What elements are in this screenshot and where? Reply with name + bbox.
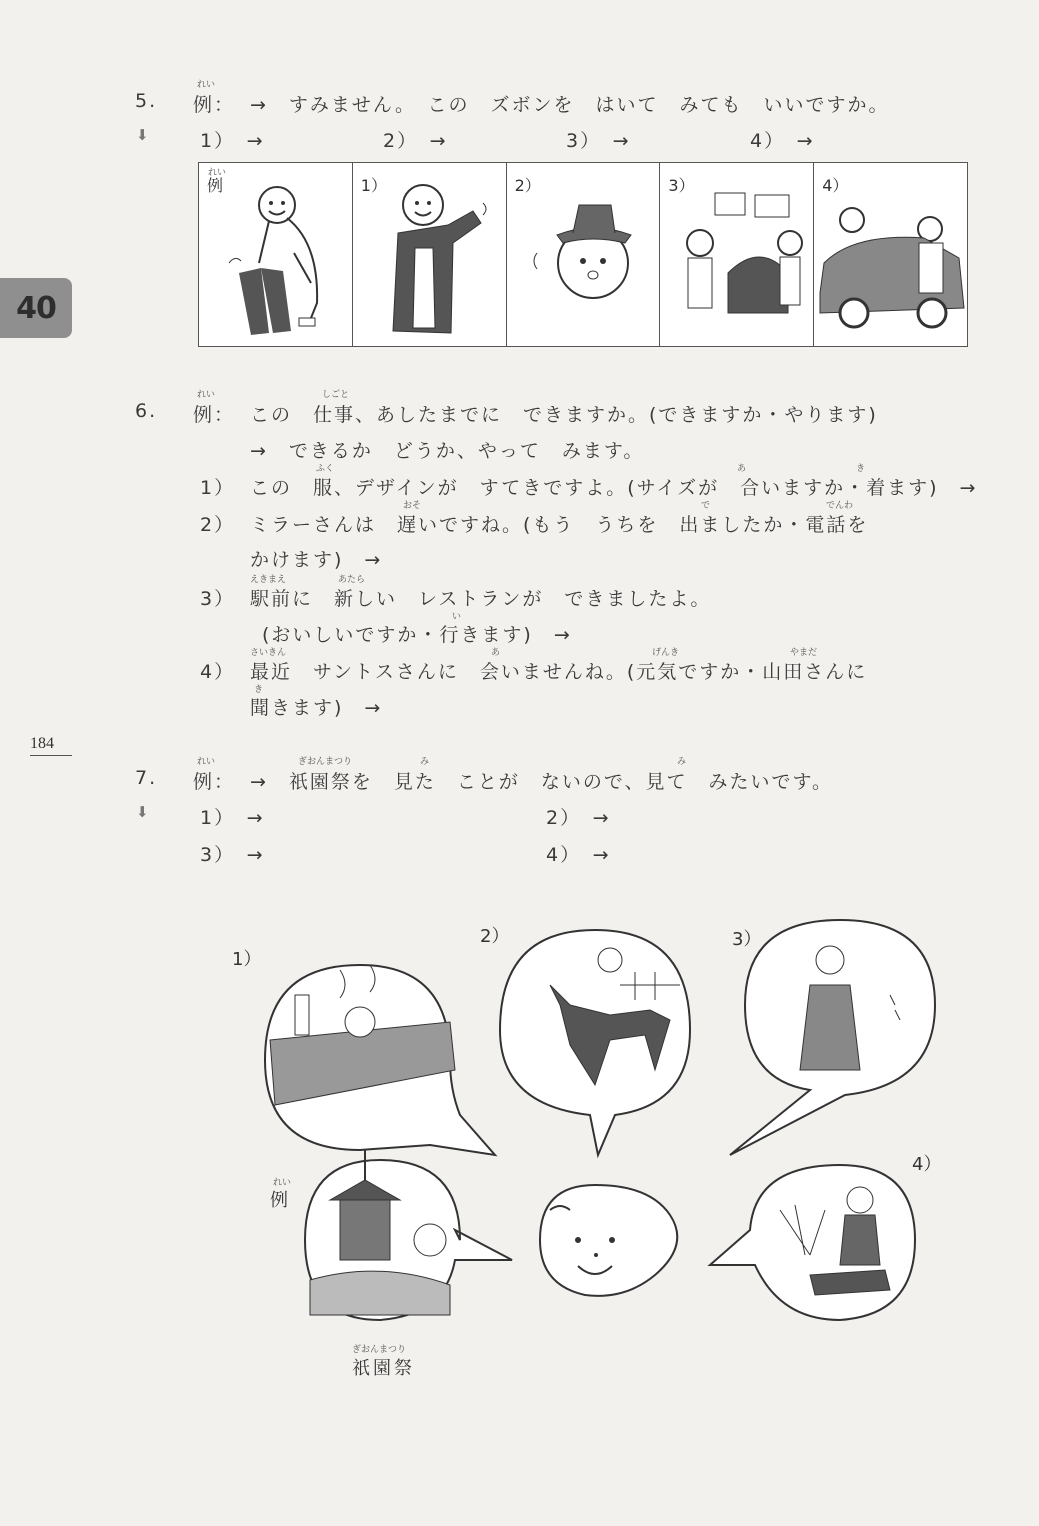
panel-label: 4）	[822, 176, 849, 195]
person-trying-trousers-illustration	[199, 163, 351, 346]
ex7-item-1: 1） →	[200, 807, 265, 829]
kimono-bubble	[730, 920, 935, 1155]
ex6-item-2-text2: かけます) →	[250, 549, 383, 571]
ex6-item-2-ruby: で	[701, 501, 711, 511]
bubble-label-4: 4）	[912, 1154, 942, 1175]
ex7-item-2: 2） →	[546, 807, 611, 829]
person-trying-hat-illustration	[507, 163, 659, 346]
bubble-label-1: 1）	[232, 949, 262, 970]
ex7-rei: 例：	[193, 771, 236, 793]
chapter-tab: 40	[0, 278, 72, 338]
ex5-panel-4	[814, 163, 967, 346]
ex5-item-1: 1） →	[200, 130, 265, 152]
panel-label: 例	[207, 176, 224, 195]
ex6-rei: 例：	[193, 404, 236, 426]
ex6-item-3-ruby: あたら	[338, 575, 366, 585]
ex6-rei-ruby: れい	[197, 390, 216, 400]
ex7-item-3: 3） →	[200, 844, 265, 866]
panel-rei-ruby: れい	[208, 168, 227, 178]
example-caption: 祇園祭	[352, 1358, 415, 1379]
ex6-number: 6.	[135, 400, 158, 422]
ex5-panel-3	[660, 163, 814, 346]
ex5-item-2: 2） →	[383, 130, 448, 152]
ex6-item-3-ruby: い	[452, 612, 462, 622]
panel-label: 2）	[514, 176, 541, 195]
ex6-item-2-ruby: おそ	[403, 501, 422, 511]
ex6-item-3-ruby: えきまえ	[250, 575, 287, 585]
ex6-item-1-ruby: あ	[737, 464, 747, 474]
thought-bubbles-illustration	[250, 910, 970, 1350]
ex6-item-1-ruby: き	[856, 464, 866, 474]
ex6-item-1-text: この 服、デザインが すてきですよ。(サイズが 合いますか・着ます) →	[250, 477, 978, 499]
ex6-example-line2: → できるか どうか、やって みます。	[250, 440, 645, 462]
ex6-item-4-text2: 聞きます) →	[250, 697, 383, 719]
ex6-item-4-ruby: さいきん	[250, 648, 287, 658]
ex7-rei-ruby: れい	[197, 757, 216, 767]
horse-riding-bubble	[500, 930, 690, 1155]
example-caption-ruby: ぎおんまつり	[352, 1345, 407, 1355]
ex5-picture-panels	[198, 162, 968, 347]
flower-arranging-bubble	[710, 1165, 915, 1320]
ex6-item-4-ruby: き	[254, 685, 264, 695]
ex7-ruby: み	[677, 757, 687, 767]
ex6-item-4-ruby: あ	[491, 648, 501, 658]
ex7-ruby: ぎおんまつり	[298, 757, 353, 767]
ex7-ruby: み	[420, 757, 430, 767]
people-with-car-illustration	[814, 163, 966, 346]
ex7-item-4: 4） →	[546, 844, 611, 866]
ex6-item-3-no: 3）	[200, 588, 236, 610]
ex6-item-2-text: ミラーさんは 遅いですね。(もう うちを 出ましたか・電話を	[250, 514, 869, 536]
person-trying-coat-illustration	[353, 163, 505, 346]
ex6-item-2-no: 2）	[200, 514, 236, 536]
ex6-item-1-ruby: ふく	[316, 464, 335, 474]
ex6-item-3-text: 駅前に 新しい レストランが できましたよ。	[250, 588, 712, 610]
ex6-item-2-ruby: でんわ	[826, 501, 854, 511]
arrow-down-icon: ⬇	[136, 126, 149, 144]
bubble-label-2: 2）	[480, 926, 510, 947]
page-number: 184	[30, 735, 72, 756]
gion-festival-bubble	[305, 1150, 512, 1320]
ex6-example-line1: この 仕事、あしたまでに できますか。(できますか・やります)	[250, 404, 878, 426]
ex5-number: 5.	[135, 90, 158, 112]
ex7-sentence: → 祇園祭を 見た ことが ないので、見て みたいです。	[250, 771, 834, 793]
ex5-item-4: 4） →	[750, 130, 815, 152]
ex5-panel-example	[199, 163, 353, 346]
arrow-down-icon: ⬇	[136, 803, 149, 821]
woman-face	[540, 1185, 677, 1296]
ex6-item-1-no: 1）	[200, 477, 236, 499]
example-label-ruby: れい	[273, 1178, 292, 1188]
ex6-example-ruby: しごと	[322, 390, 350, 400]
ex6-item-3-text2: (おいしいですか・行きます) →	[262, 624, 572, 646]
ex5-rei-ruby: れい	[197, 80, 216, 90]
people-with-sofa-illustration	[660, 163, 812, 346]
ex7-number: 7.	[135, 767, 158, 789]
ex5-panel-1	[353, 163, 507, 346]
ex5-item-3: 3） →	[566, 130, 631, 152]
ex6-item-4-no: 4）	[200, 661, 236, 683]
ex6-item-4-text: 最近 サントスさんに 会いませんね。(元気ですか・山田さんに	[250, 661, 868, 683]
ex5-rei: 例：	[193, 94, 236, 116]
ex6-item-4-ruby: げんき	[652, 648, 680, 658]
hot-spring-bubble	[265, 965, 495, 1155]
example-label: 例	[270, 1190, 288, 1211]
ex5-sentence: → すみません。 この ズボンを はいて みても いいですか。	[250, 94, 890, 116]
ex5-panel-2	[507, 163, 661, 346]
ex6-item-4-ruby: やまだ	[790, 648, 818, 658]
panel-label: 3）	[668, 176, 695, 195]
bubble-label-3: 3）	[732, 929, 762, 950]
panel-label: 1）	[360, 176, 387, 195]
